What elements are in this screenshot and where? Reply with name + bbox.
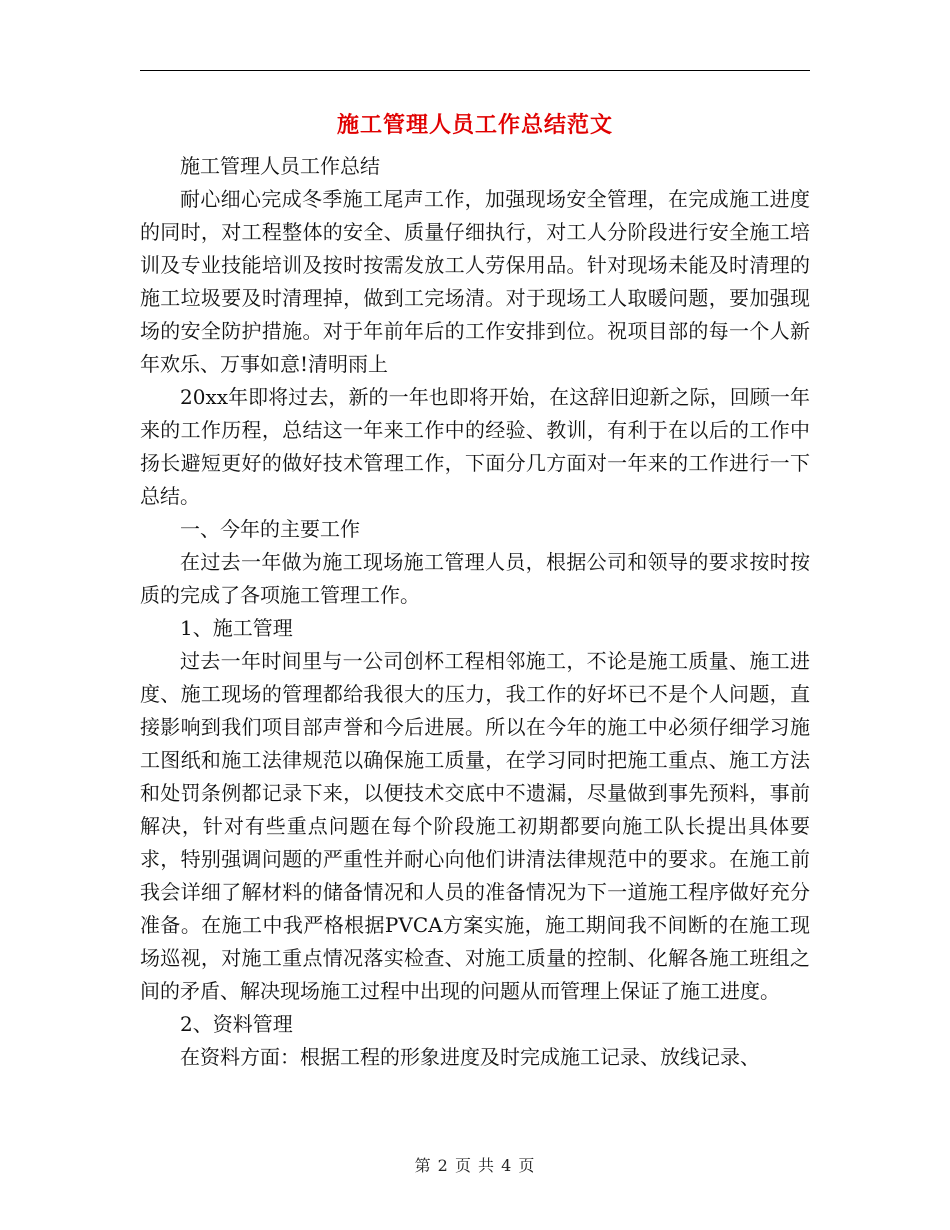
page-number-footer: 第 2 页 共 4 页 <box>414 1156 536 1175</box>
document-body <box>140 150 810 1074</box>
body-paragraph: 20xx年即将过去，新的一年也即将开始，在这辞旧迎新之际，回顾一年来的工作历程，总结这一年来工作中的经验、教训，有利于在以后的工作中扬长避短更好的做好技术管理工作，下面分几方面对一年来的工作进行一下总结。 <box>140 385 810 508</box>
section-heading: 一、今年的主要工作 <box>180 517 360 541</box>
subtitle-paragraph: 施工管理人员工作总结 <box>180 154 380 178</box>
header-rule <box>140 70 810 71</box>
document-title: 施工管理人员工作总结范文 <box>336 112 613 138</box>
body-paragraph: 过去一年时间里与一公司创杯工程相邻施工，不论是施工质量、施工进度、施工现场的管理都给我很大的压力，我工作的好坏已不是个人问题，直接影响到我们项目部声誉和今后进展。所以在今年的施工中必须仔细学习施工图纸和施工法律规范以确保施工质量，在学习同时把施工重点、施工方法和处罚条例都记录下来，以便技术交底中不遗漏，尽量做到事先预料，事前解决，针对有些重点问题在每个阶段施工初期都要向施工队长提出具体要求，特别强调问题的严重性并耐心向他们讲清法律规范中的要求。在施工前我会详细了解材料的储备情况和人员的准备情况为下一道施工程序做好充分准备。在施工中我严格根据PVCA方案实施，施工期间我不间断的在施工现场巡视，对施工重点情况落实检查、对施工质量的控制、化解各施工班组之间的矛盾、解决现场施工过程中出现的问题从而管理上保证了施工进度。 <box>140 649 810 1003</box>
body-paragraph: 耐心细心完成冬季施工尾声工作，加强现场安全管理，在完成施工进度的同时，对工程整体的安全、质量仔细执行，对工人分阶段进行安全施工培训及专业技能培训及按时按需发放工人劳保用品。针对现场未能及时清理的施工垃圾要及时清理掉，做到工完场清。对于现场工人取暖问题，要加强现场的安全防护措施。对于年前年后的工作安排到位。祝项目部的每一个人新年欢乐、万事如意!清明雨上 <box>140 187 810 376</box>
body-paragraph: 在过去一年做为施工现场施工管理人员，根据公司和领导的要求按时按质的完成了各项施工管理工作。 <box>140 550 810 607</box>
subsection-heading: 2、资料管理 <box>180 1012 293 1036</box>
body-paragraph: 在资料方面：根据工程的形象进度及时完成施工记录、放线记录、 <box>180 1045 760 1069</box>
subsection-heading: 1、施工管理 <box>180 616 293 640</box>
